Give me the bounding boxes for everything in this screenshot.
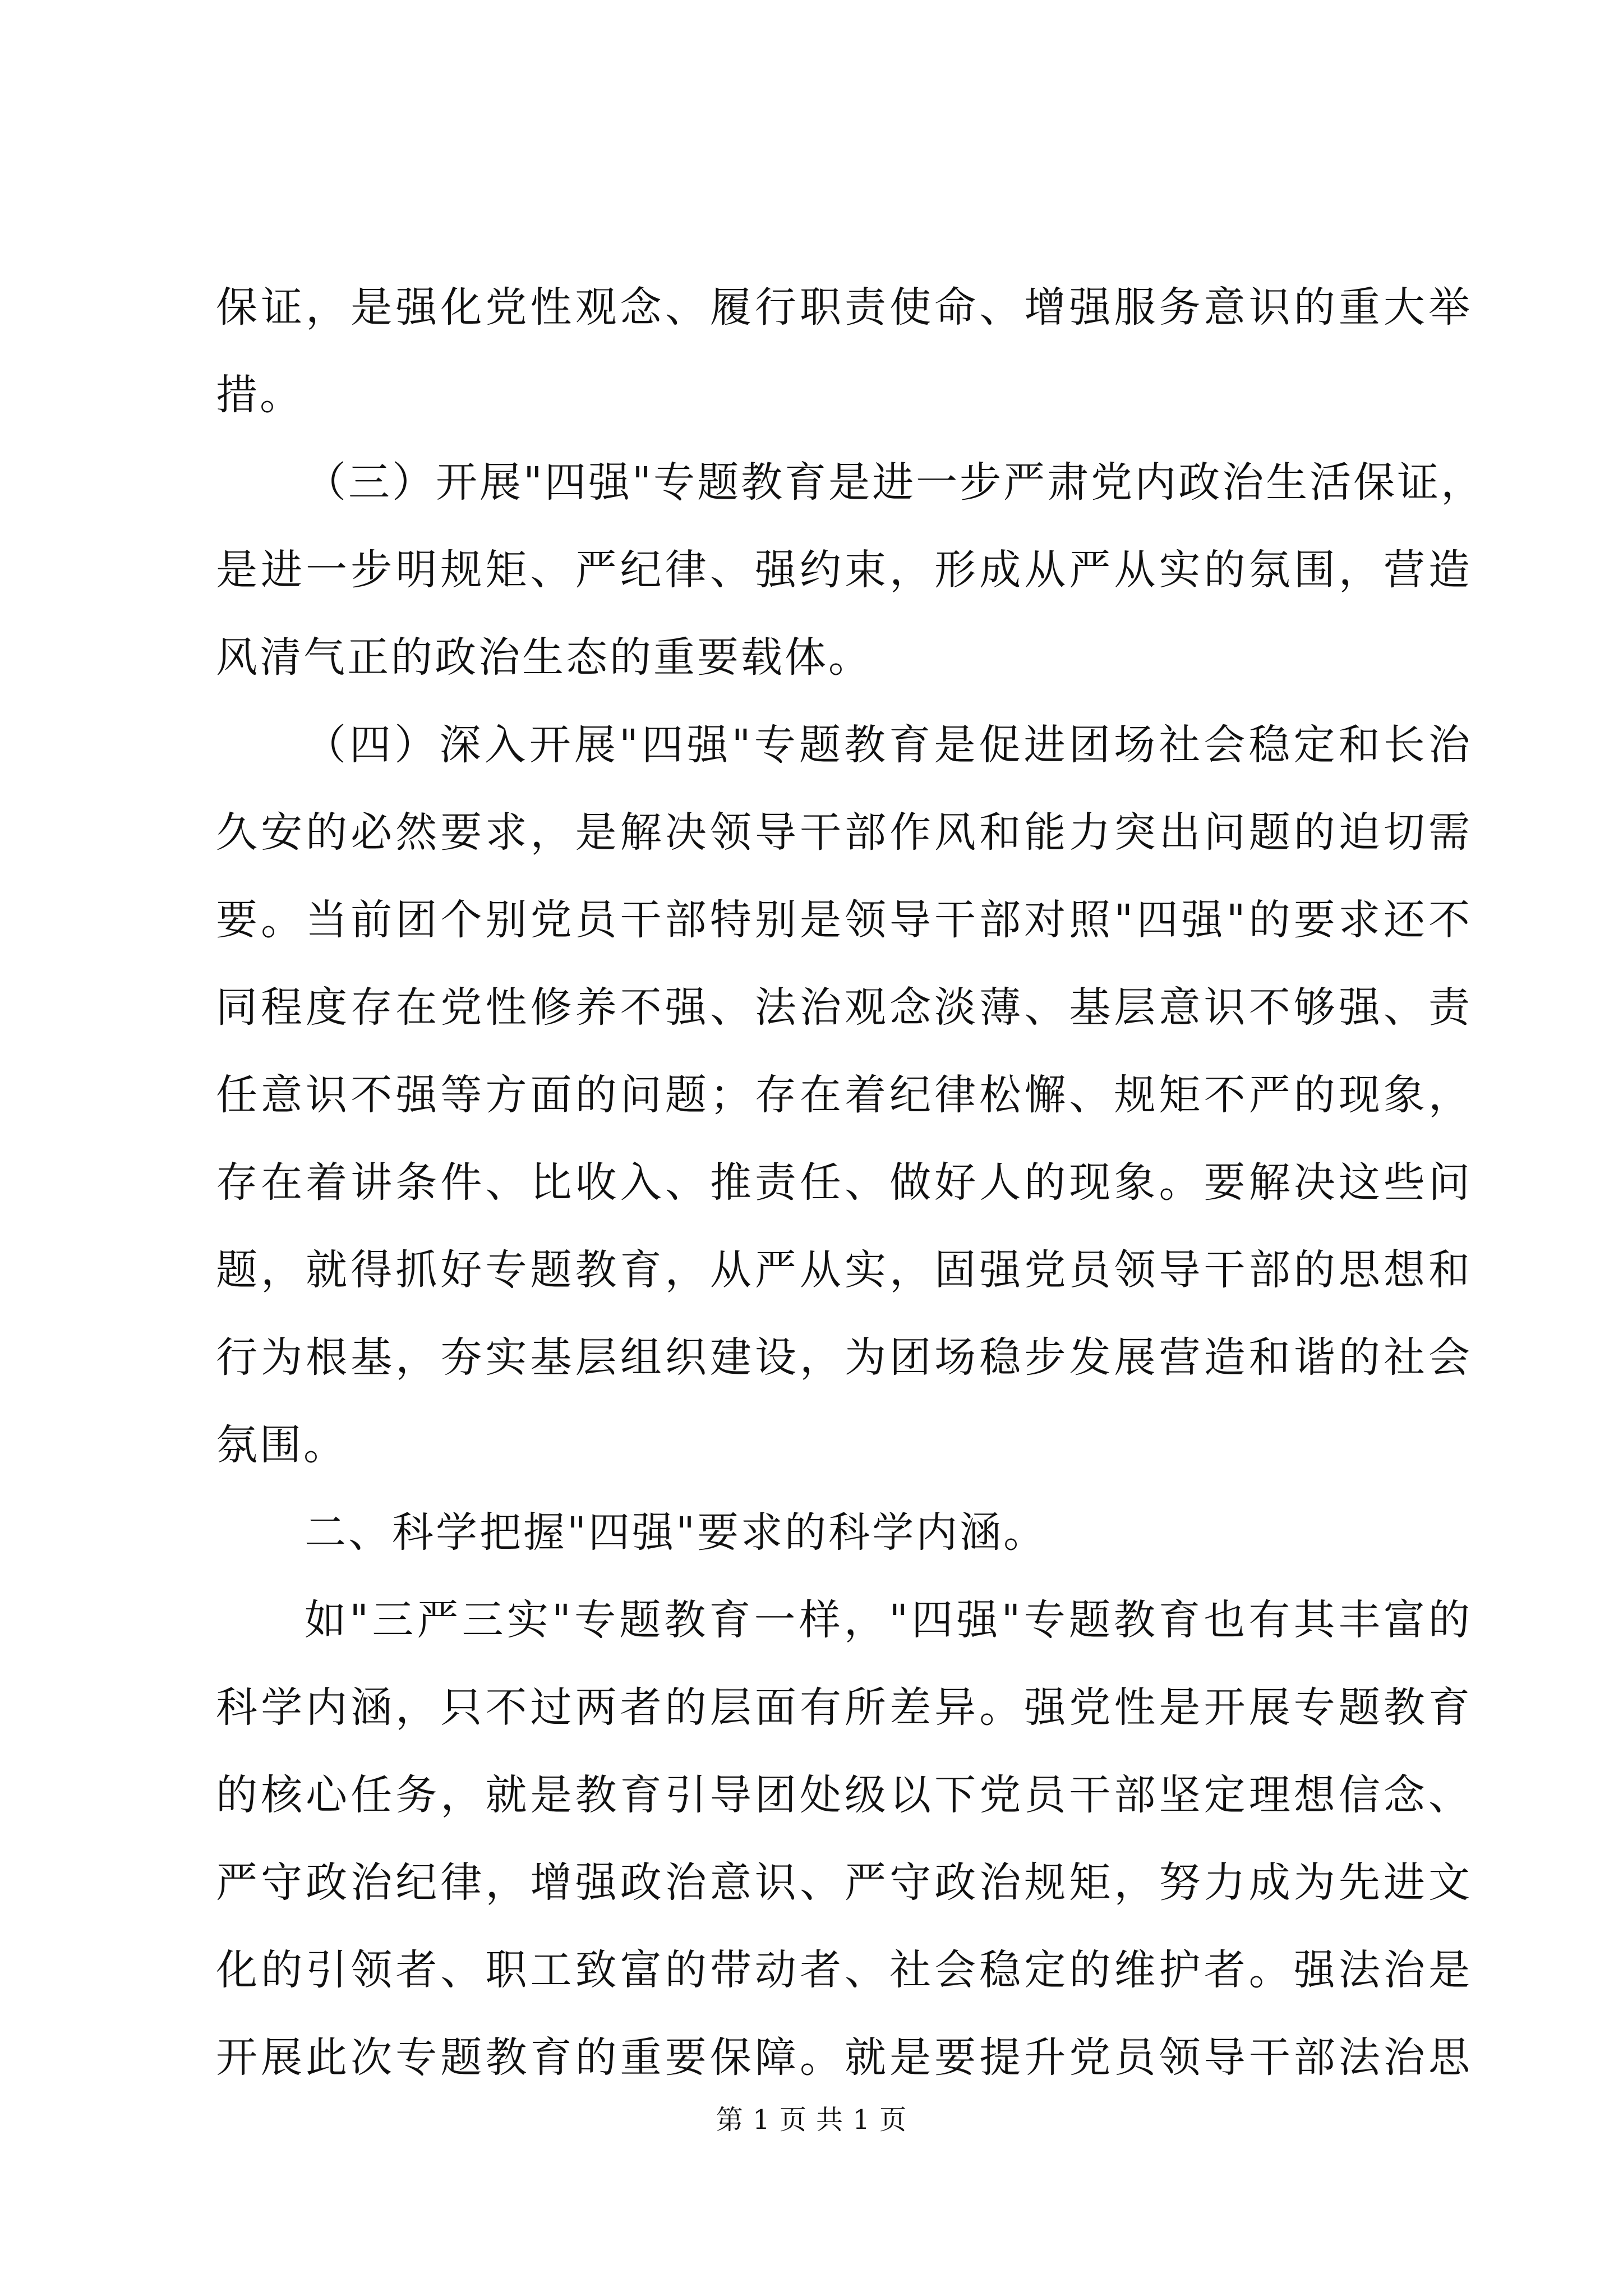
paragraph-start-line: （四）深入开展"四强"专题教育是促进团场社会稳定和长治 (305, 721, 1472, 769)
text-line: 保证，是强化党性观念、履行职责使命、增强服务意识的重大举 (216, 283, 1472, 332)
text-line: 要。当前团个别党员干部特别是领导干部对照"四强"的要求还不 (216, 896, 1472, 944)
paragraph-start-line: （三）开展"四强"专题教育是进一步严肃党内政治生活保证， (305, 458, 1485, 507)
text-line: 是进一步明规矩、严纪律、强约束，形成从严从实的氛围，营造 (216, 546, 1472, 594)
text-line: 任意识不强等方面的问题；存在着纪律松懈、规矩不严的现象， (216, 1071, 1472, 1119)
text-line: 化的引领者、职工致富的带动者、社会稳定的维护者。强法治是 (216, 1946, 1472, 1994)
text-line: 的核心任务，就是教育引导团处级以下党员干部坚定理想信念、 (216, 1771, 1472, 1819)
text-line: 风清气正的政治生态的重要载体。 (216, 633, 872, 682)
text-line: 题，就得抓好专题教育，从严从实，固强党员领导干部的思想和 (216, 1246, 1472, 1294)
page-number-footer: 第 1 页 共 1 页 (716, 2104, 907, 2136)
text-line: 科学内涵，只不过两者的层面有所差异。强党性是开展专题教育 (216, 1683, 1472, 1732)
text-line: 存在着讲条件、比收入、推责任、做好人的现象。要解决这些问 (216, 1158, 1472, 1207)
text-line: 行为根基，夯实基层组织建设，为团场稳步发展营造和谐的社会 (216, 1333, 1472, 1382)
text-line: 措。 (216, 371, 303, 419)
text-line: 氛围。 (216, 1421, 347, 1469)
paragraph-start-line: 如"三严三实"专题教育一样，"四强"专题教育也有其丰富的 (305, 1596, 1472, 1644)
text-line: 严守政治纪律，增强政治意识、严守政治规矩，努力成为先进文 (216, 1858, 1472, 1907)
text-line: 久安的必然要求，是解决领导干部作风和能力突出问题的迫切需 (216, 808, 1472, 857)
section-heading: 二、科学把握"四强"要求的科学内涵。 (305, 1508, 1048, 1557)
text-line: 开展此次专题教育的重要保障。就是要提升党员领导干部法治思 (216, 2033, 1472, 2082)
text-line: 同程度存在党性修养不强、法治观念淡薄、基层意识不够强、责 (216, 983, 1472, 1032)
document-body (216, 264, 1485, 2101)
